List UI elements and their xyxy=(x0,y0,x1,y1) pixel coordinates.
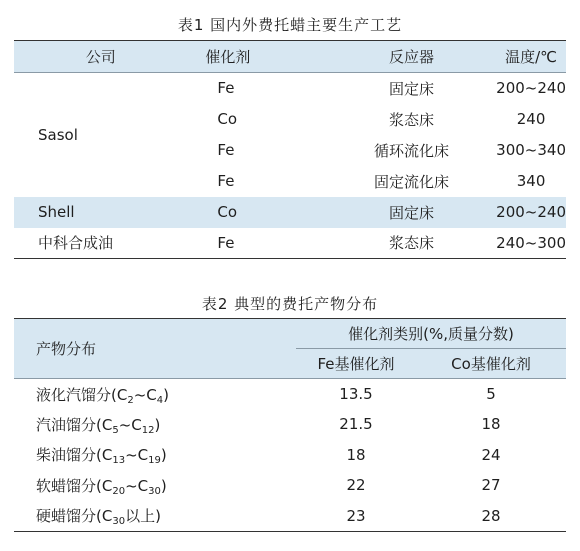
temperature-cell: 300~340 xyxy=(496,141,566,159)
table2-caption: 表2 典型的费托产物分布 xyxy=(201,295,379,313)
product-range-sep: 以上 xyxy=(125,507,156,525)
product-cell xyxy=(14,440,296,471)
carbon-start: 20 xyxy=(112,485,126,497)
table-product-distribution xyxy=(14,318,566,532)
fe-value: 21.5 xyxy=(339,415,373,434)
table-row xyxy=(14,73,566,104)
reactor-cell: 固定床 xyxy=(389,79,435,98)
co-value: 24 xyxy=(481,445,501,464)
table-production-processes xyxy=(14,40,566,259)
table-row xyxy=(14,409,566,440)
product-range-sep: ~C xyxy=(133,385,157,404)
co-value: 27 xyxy=(481,476,501,495)
catalyst-cell: Fe xyxy=(217,172,235,190)
carbon-end: 4 xyxy=(156,394,164,406)
carbon-start: 2 xyxy=(127,394,134,406)
product-range-sep: ~C xyxy=(125,476,149,495)
catalyst-cell: Fe xyxy=(217,141,235,159)
carbon-start: 30 xyxy=(112,516,126,527)
fe-value: 18 xyxy=(346,445,366,464)
fe-value: 13.5 xyxy=(339,385,373,403)
header-product: 产物分布 xyxy=(36,340,97,358)
product-close: ) xyxy=(160,446,167,465)
carbon-start: 13 xyxy=(112,455,126,467)
table-row xyxy=(14,440,566,471)
product-name: 硬蜡馏分(C xyxy=(36,507,113,525)
header-company: 公司 xyxy=(85,48,116,66)
temperature-cell: 240~300 xyxy=(496,233,566,252)
co-value: 18 xyxy=(481,415,501,434)
table2-header-row-1 xyxy=(14,319,566,349)
carbon-end: 12 xyxy=(141,424,155,436)
temperature-cell: 200~240 xyxy=(496,79,566,98)
header-co-catalyst: Co基催化剂 xyxy=(451,355,531,373)
fe-value: 23 xyxy=(346,506,366,525)
reactor-cell: 浆态床 xyxy=(389,110,435,129)
product-cell xyxy=(14,379,296,410)
header-reactor: 反应器 xyxy=(389,48,435,66)
product-range-sep: ~C xyxy=(118,415,142,434)
product-name: 汽油馏分(C xyxy=(36,415,113,434)
table-row xyxy=(14,379,566,410)
product-name: 软蜡馏分(C xyxy=(36,476,113,495)
catalyst-cell: Co xyxy=(217,203,238,221)
product-cell xyxy=(14,409,296,440)
reactor-cell: 浆态床 xyxy=(389,234,435,253)
product-cell xyxy=(14,501,296,532)
catalyst-cell: Fe xyxy=(217,233,235,252)
catalyst-cell: Fe xyxy=(217,79,235,98)
product-name: 液化汽馏分(C xyxy=(36,385,128,404)
company-sasol: Sasol xyxy=(38,125,78,144)
product-close: ) xyxy=(155,507,161,525)
table1-caption: 表1 国内外费托蜡主要生产工艺 xyxy=(177,16,403,34)
company-shell: Shell xyxy=(38,203,75,221)
company-cas: 中科合成油 xyxy=(38,234,114,253)
carbon-end: 19 xyxy=(148,455,161,467)
reactor-cell: 固定流化床 xyxy=(374,172,450,191)
fe-value: 22 xyxy=(346,476,366,495)
product-range-sep: ~C xyxy=(125,446,149,465)
header-temperature: 温度/℃ xyxy=(505,48,558,66)
carbon-start: 5 xyxy=(112,424,119,436)
table-row xyxy=(14,501,566,532)
product-cell xyxy=(14,470,296,501)
product-close: ) xyxy=(154,415,161,434)
product-close: ) xyxy=(163,385,169,404)
temperature-cell: 200~240 xyxy=(496,203,566,221)
co-value: 5 xyxy=(486,385,496,403)
table1-header-row xyxy=(14,41,566,73)
header-catalyst: 催化剂 xyxy=(205,48,251,66)
table-row xyxy=(14,228,566,259)
carbon-end: 30 xyxy=(148,485,161,497)
table-row xyxy=(14,470,566,501)
reactor-cell: 固定床 xyxy=(389,203,435,222)
reactor-cell: 循环流化床 xyxy=(374,141,450,160)
product-close: ) xyxy=(160,476,167,495)
co-value: 28 xyxy=(481,506,501,525)
header-catalyst-group: 催化剂类别(%,质量分数) xyxy=(296,319,566,349)
product-name: 柴油馏分(C xyxy=(36,446,113,465)
header-fe-catalyst: Fe基催化剂 xyxy=(317,355,395,373)
temperature-cell: 340 xyxy=(516,172,546,190)
table-row-shell xyxy=(14,197,566,228)
catalyst-cell: Co xyxy=(217,110,238,128)
temperature-cell: 240 xyxy=(516,110,546,128)
